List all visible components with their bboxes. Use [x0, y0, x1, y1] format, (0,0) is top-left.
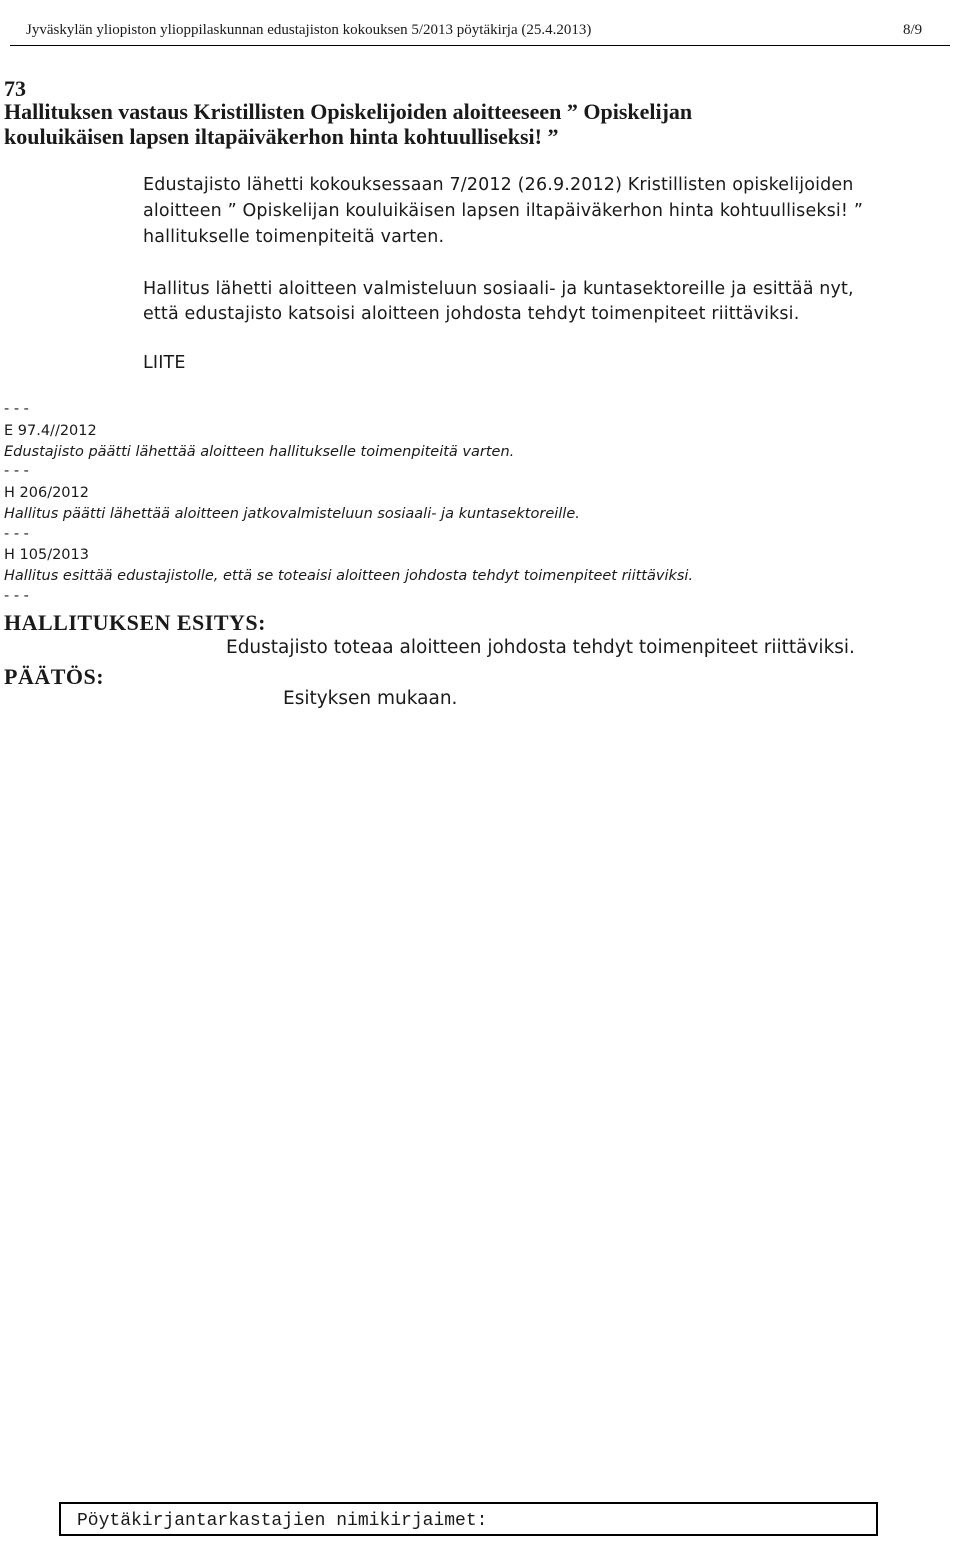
log-entry-text: Edustajisto päätti lähettää aloitteen hallitukselle toimenpiteitä varten. — [4, 444, 515, 460]
separator: - - - — [4, 401, 29, 417]
signature-label: Pöytäkirjantarkastajien nimikirjaimet: — [77, 1511, 488, 1531]
intro-paragraph-line-1: Edustajisto lähetti kokouksessaan 7/2012 (26.9.2012) Kristillisten opiskelijoiden — [143, 175, 854, 195]
attachment-label: LIITE — [143, 353, 186, 373]
proposal-text: Edustajisto toteaa aloitteen johdosta tehdyt toimenpiteet riittäviksi. — [226, 637, 855, 658]
log-entry-text: Hallitus esittää edustajistolle, että se toteaisi aloitteen johdosta tehdyt toimenpiteet riittäviksi. — [4, 568, 694, 584]
board-paragraph-line-1: Hallitus lähetti aloitteen valmisteluun sosiaali- ja kuntasektoreille ja esittää nyt, — [143, 279, 854, 299]
log-entry-code: H 105/2013 — [4, 547, 89, 563]
separator: - - - — [4, 526, 29, 542]
signature-box — [59, 1502, 878, 1536]
log-entry-code: H 206/2012 — [4, 485, 89, 501]
page-number: 8/9 — [903, 22, 923, 38]
separator: - - - — [4, 588, 29, 604]
log-entry-code: E 97.4//2012 — [4, 423, 97, 439]
decision-label: PÄÄTÖS: — [4, 664, 105, 689]
item-title-line-2: kouluikäisen lapsen iltapäiväkerhon hinta kohtuulliseksi! ” — [4, 124, 559, 149]
intro-paragraph-line-3: hallitukselle toimenpiteitä varten. — [143, 227, 445, 247]
board-paragraph-line-2: että edustajisto katsoisi aloitteen johdosta tehdyt toimenpiteet riittäviksi. — [143, 304, 800, 324]
decision-text: Esityksen mukaan. — [283, 688, 458, 709]
header-divider — [10, 45, 950, 46]
item-number: 73 — [4, 76, 26, 101]
document-header-title: Jyväskylän yliopiston ylioppilaskunnan edustajiston kokouksen 5/2013 pöytäkirja (25.4.2013) — [26, 22, 592, 38]
item-title-line-1: Hallituksen vastaus Kristillisten Opiskelijoiden aloitteeseen ” Opiskelijan — [4, 99, 693, 124]
separator: - - - — [4, 463, 29, 479]
proposal-label: HALLITUKSEN ESITYS: — [4, 610, 266, 635]
log-entry-text: Hallitus päätti lähettää aloitteen jatkovalmisteluun sosiaali- ja kuntasektoreille. — [4, 506, 580, 522]
intro-paragraph-line-2: aloitteen ” Opiskelijan kouluikäisen lapsen iltapäiväkerhon hinta kohtuulliseksi! ” — [143, 201, 864, 221]
